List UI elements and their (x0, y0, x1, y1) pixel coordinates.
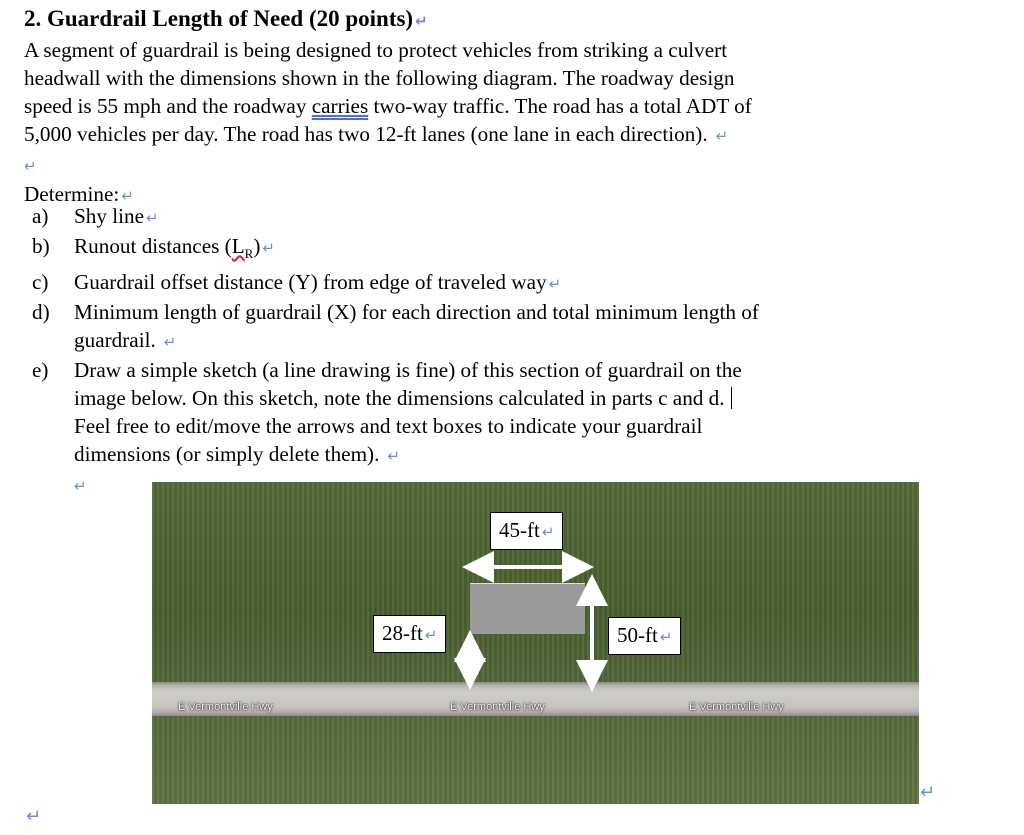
intro-line (24, 92, 1004, 120)
paragraph-mark-icon: ↵ (74, 477, 87, 496)
paragraph-mark-icon: ↵ (146, 209, 159, 227)
list-item-text: Guardrail offset distance (Y) from edge of traveled way (74, 270, 547, 295)
list-item (32, 268, 932, 298)
paragraph-mark-icon: ↵ (541, 523, 555, 541)
paragraph-mark-icon: ↵ (920, 782, 936, 803)
left-offset-dimension-box[interactable] (373, 615, 446, 653)
intro-line: headwall with the dimensions shown in the following diagram. The roadway design (24, 66, 735, 90)
intro-text: two-way traffic. The road has a total ADT of (368, 94, 752, 118)
paragraph-mark-icon: ↵ (548, 275, 562, 294)
right-offset-dimension-text: 50-ft (617, 623, 658, 647)
paragraph-mark-icon: ↵ (415, 12, 428, 30)
list-item-text: Draw a simple sketch (a line drawing is fine) of this section of guardrail on the (74, 358, 742, 383)
road-name-label: E Vermontville Hwy (689, 701, 784, 713)
document-body (24, 0, 1004, 210)
list-item (32, 232, 932, 268)
paragraph-mark-icon: ↵ (24, 157, 37, 175)
paragraph-mark-icon: ↵ (262, 239, 275, 257)
right-offset-dimension-box[interactable] (608, 617, 681, 655)
road-name-label: E Vermontville Hwy (178, 701, 273, 713)
symbol-base: L (231, 234, 245, 258)
paragraph-mark-icon: ↵ (26, 806, 42, 827)
list-item-label: c) (32, 270, 49, 295)
intro-line (24, 120, 1004, 150)
determine-label: Determine: (24, 182, 120, 206)
paragraph-mark-icon: ↵ (163, 333, 177, 352)
list-item-text: image below. On this sketch, note the dimensions calculated in parts c and d. (74, 386, 725, 411)
paragraph-mark-icon: ↵ (659, 628, 673, 646)
text-cursor (731, 387, 733, 409)
list-item (32, 356, 932, 500)
intro-text: speed is 55 mph and the roadway (24, 94, 312, 118)
paragraph-mark-icon: ↵ (121, 187, 134, 205)
list-item-text: Minimum length of guardrail (X) for each direction and total minimum length of (74, 300, 759, 325)
paragraph-mark-icon: ↵ (387, 447, 400, 466)
symbol-subscript: R (244, 246, 254, 262)
list-item-label: d) (32, 300, 50, 325)
list-item-label: e) (32, 358, 49, 383)
list-item (32, 298, 932, 356)
aerial-diagram (152, 482, 919, 804)
width-dimension-text: 45-ft (499, 518, 540, 542)
question-heading (24, 4, 1004, 36)
list-item-text: guardrail. (74, 328, 156, 353)
grammar-flagged-word: carries (311, 94, 369, 118)
list-item-text: Feel free to edit/move the arrows and text boxes to indicate your guardrail (74, 414, 703, 439)
list-item (32, 202, 932, 232)
list-item-text: dimensions (or simply delete them). (74, 442, 380, 467)
task-list (32, 202, 932, 500)
list-item-label: a) (32, 204, 49, 228)
paragraph-mark-icon: ↵ (424, 626, 438, 644)
intro-text: 5,000 vehicles per day. The road has two 12-ft lanes (one lane in each direction). (24, 122, 708, 146)
list-item-label: b) (32, 234, 50, 258)
list-item-text: Shy line (74, 204, 145, 228)
intro-line: A segment of guardrail is being designed to protect vehicles from striking a culvert (24, 38, 728, 62)
left-offset-dimension-text: 28-ft (382, 621, 423, 645)
paragraph-mark-icon: ↵ (715, 127, 729, 145)
heading-text: 2. Guardrail Length of Need (20 points) (24, 6, 414, 31)
blank-line (24, 150, 1004, 180)
spell-flagged-symbol (231, 234, 254, 262)
width-dimension-box[interactable] (490, 512, 563, 550)
list-item-text: Runout distances ( (74, 234, 232, 258)
intro-paragraph (24, 36, 1004, 210)
list-item-text: ) (253, 234, 261, 258)
road-name-label: E Vermontville Hwy (450, 701, 545, 713)
